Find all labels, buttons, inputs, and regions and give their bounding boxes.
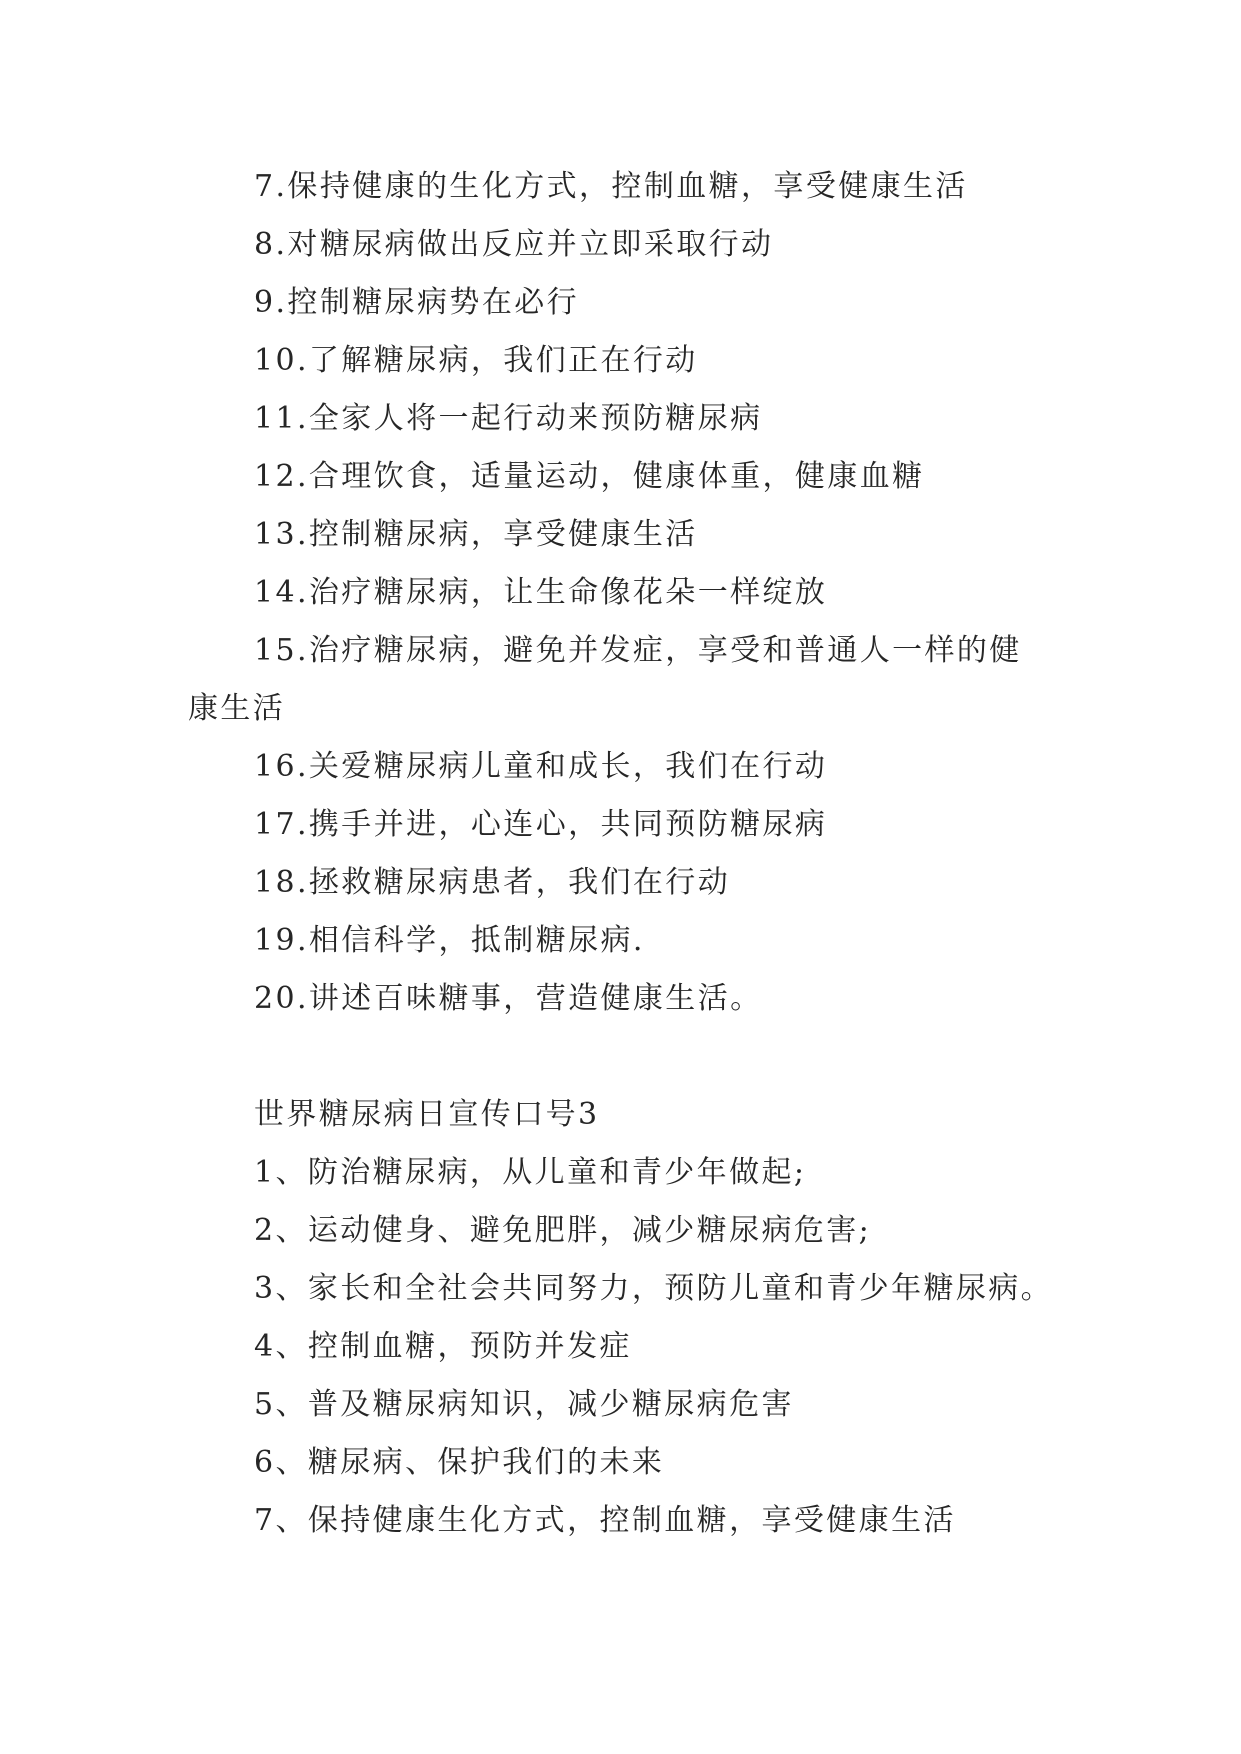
slogan-item: 18.拯救糖尿病患者，我们在行动 xyxy=(254,865,731,900)
slogan-item-line1: 15.治疗糖尿病，避免并发症，享受和普通人一样的健 xyxy=(254,633,1022,668)
slogan-item: 20.讲述百味糖事，营造健康生活。 xyxy=(254,981,763,1016)
slogan-item: 9.控制糖尿病势在必行 xyxy=(254,285,580,320)
slogan-item: 19.相信科学，抵制糖尿病. xyxy=(254,923,645,958)
slogan-item: 11.全家人将一起行动来预防糖尿病 xyxy=(254,401,763,436)
slogan-item: 7、保持健康生化方式，控制血糖，享受健康生活 xyxy=(254,1503,956,1538)
slogan-item: 5、普及糖尿病知识，减少糖尿病危害 xyxy=(254,1387,794,1422)
slogan-item: 3、家长和全社会共同努力，预防儿童和青少年糖尿病。 xyxy=(254,1271,1054,1306)
slogan-item: 14.治疗糖尿病，让生命像花朵一样绽放 xyxy=(254,575,828,610)
section-heading: 世界糖尿病日宣传口号3 xyxy=(254,1097,600,1132)
slogan-item: 6、糖尿病、保护我们的未来 xyxy=(254,1445,665,1480)
slogan-item: 8.对糖尿病做出反应并立即采取行动 xyxy=(254,227,774,262)
document-body xyxy=(188,158,1068,1550)
slogan-item: 16.关爱糖尿病儿童和成长，我们在行动 xyxy=(254,749,828,784)
slogan-item: 7.保持健康的生化方式，控制血糖，享受健康生活 xyxy=(254,169,968,204)
section-spacer xyxy=(188,1028,1068,1086)
slogan-item: 12.合理饮食，适量运动，健康体重，健康血糖 xyxy=(254,459,925,494)
slogan-item: 2、运动健身、避免肥胖，减少糖尿病危害; xyxy=(254,1213,872,1248)
slogan-item: 10.了解糖尿病，我们正在行动 xyxy=(254,343,698,378)
slogan-item: 1、防治糖尿病，从儿童和青少年做起; xyxy=(254,1155,807,1190)
slogan-item: 4、控制血糖，预防并发症 xyxy=(254,1329,632,1364)
slogan-item: 17.携手并进，心连心，共同预防糖尿病 xyxy=(254,807,828,842)
slogan-item-line2: 康生活 xyxy=(188,691,286,726)
slogan-item: 13.控制糖尿病，享受健康生活 xyxy=(254,517,698,552)
